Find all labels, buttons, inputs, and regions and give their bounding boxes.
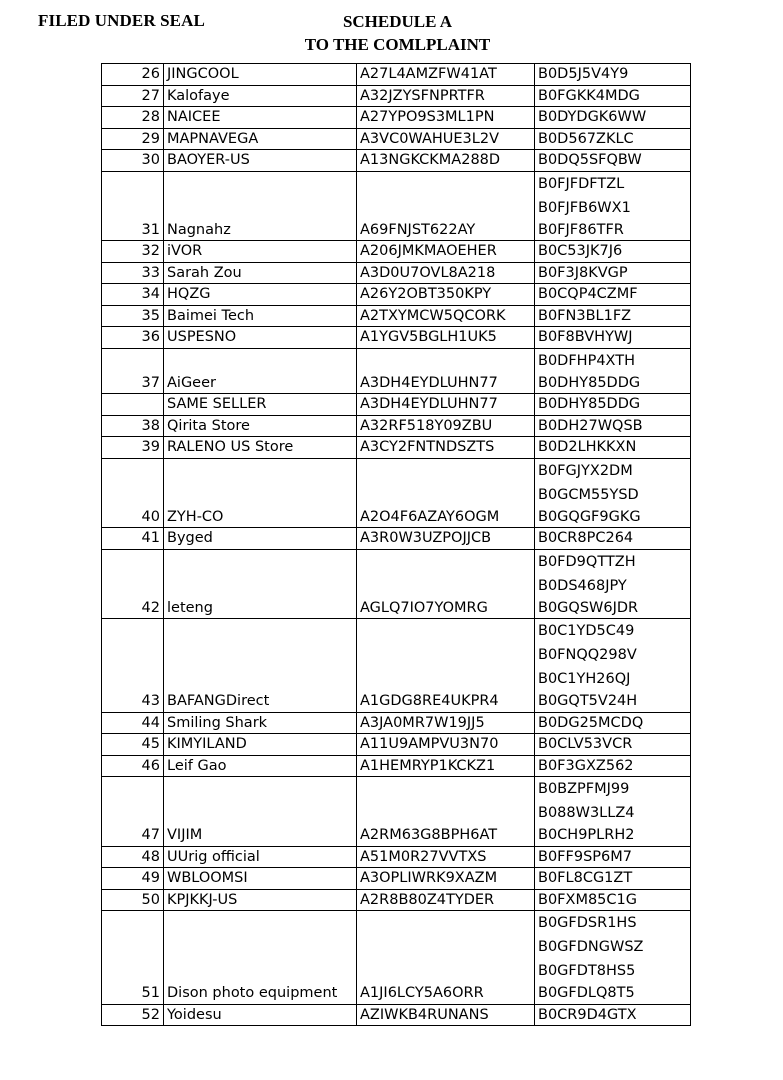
asin: B0FXM85C1G	[538, 891, 637, 908]
seller-id: A2RM63G8BPH6AT	[357, 777, 535, 847]
asin-cell	[535, 777, 691, 847]
seller-id: AZIWKB4RUNANS	[357, 1004, 535, 1026]
asin: B0GFDLQ8T5	[538, 985, 635, 1001]
asin: B0GFDNGWSZ	[538, 939, 644, 955]
asin: B0GFDT8HS5	[538, 963, 636, 979]
seller-name: Qirita Store	[164, 415, 357, 437]
row-number: 37	[102, 348, 164, 394]
seller-name: Nagnahz	[164, 171, 357, 241]
asin: B0FJF86TFR	[538, 221, 624, 238]
seller-name: VIJIM	[164, 777, 357, 847]
row-number: 48	[102, 846, 164, 868]
table-row	[102, 911, 691, 1005]
row-number: 32	[102, 241, 164, 263]
asin-cell	[535, 348, 691, 394]
table-row	[102, 327, 691, 349]
seller-name: Sarah Zou	[164, 262, 357, 284]
asin-cell	[535, 107, 691, 129]
row-number: 42	[102, 549, 164, 619]
row-number: 38	[102, 415, 164, 437]
asin: B0FF9SP6M7	[538, 848, 632, 865]
row-number: 39	[102, 437, 164, 459]
table-row	[102, 171, 691, 241]
asin: B088W3LLZ4	[538, 805, 635, 821]
document-title	[250, 10, 545, 56]
seller-id: A206JMKMAOEHER	[357, 241, 535, 263]
filed-under-seal-label: FILED UNDER SEAL	[38, 11, 205, 30]
row-number: 35	[102, 305, 164, 327]
asin: B0FGJYX2DM	[538, 462, 633, 479]
asin-cell	[535, 394, 691, 416]
asin: B0F8BVHYWJ	[538, 329, 633, 345]
row-number: 36	[102, 327, 164, 349]
seller-name: BAFANGDirect	[164, 619, 357, 713]
table-row	[102, 528, 691, 550]
table-row	[102, 348, 691, 394]
row-number: 31	[102, 171, 164, 241]
seller-id: A11U9AMPVU3N70	[357, 734, 535, 756]
row-number: 30	[102, 150, 164, 172]
asin: B0C1YH26QJ	[538, 671, 631, 687]
seller-name: UUrig official	[164, 846, 357, 868]
table-row	[102, 128, 691, 150]
asin: B0GQSW6JDR	[538, 599, 639, 616]
asin-cell	[535, 262, 691, 284]
seller-name: NAICEE	[164, 107, 357, 129]
asin: B0CR8PC264	[538, 530, 634, 546]
table-row	[102, 241, 691, 263]
table-row	[102, 777, 691, 847]
seller-name: SAME SELLER	[164, 394, 357, 416]
seller-id: A1HEMRYP1KCKZ1	[357, 755, 535, 777]
seller-id: AGLQ7IO7YOMRG	[357, 549, 535, 619]
seller-id: A3VC0WAHUE3L2V	[357, 128, 535, 150]
seller-id: A3DH4EYDLUHN77	[357, 394, 535, 416]
row-number: 52	[102, 1004, 164, 1026]
seller-name: Yoidesu	[164, 1004, 357, 1026]
table-row	[102, 458, 691, 528]
seller-id: A26Y2OBT350KPY	[357, 284, 535, 306]
title-line-2: TO THE COMLPLAINT	[304, 35, 491, 54]
seller-name: WBLOOMSI	[164, 868, 357, 890]
seller-id: A13NGKCKMA288D	[357, 150, 535, 172]
table-row	[102, 85, 691, 107]
row-number	[102, 394, 164, 416]
asin-cell	[535, 911, 691, 1005]
asin-cell	[535, 241, 691, 263]
asin: B0FL8CG1ZT	[538, 870, 633, 886]
row-number: 50	[102, 889, 164, 911]
seller-id: A1YGV5BGLH1UK5	[357, 327, 535, 349]
asin: B0GQT5V24H	[538, 693, 638, 709]
seller-name: Leif Gao	[164, 755, 357, 777]
asin: B0BZPFMJ99	[538, 781, 630, 797]
asin-cell	[535, 528, 691, 550]
seller-id: A32JZYSFNPRTFR	[357, 85, 535, 107]
asin-cell	[535, 437, 691, 459]
seller-id: A2O4F6AZAY6OGM	[357, 458, 535, 528]
asin-cell	[535, 712, 691, 734]
schedule-table	[101, 63, 691, 1026]
asin: B0GFDSR1HS	[538, 915, 637, 931]
row-number: 45	[102, 734, 164, 756]
row-number: 43	[102, 619, 164, 713]
asin: B0DG25MCDQ	[538, 714, 644, 731]
asin-cell	[535, 619, 691, 713]
seller-id: A69FNJST622AY	[357, 171, 535, 241]
asin-cell	[535, 85, 691, 107]
table-row	[102, 415, 691, 437]
row-number: 47	[102, 777, 164, 847]
asin: B0C1YD5C49	[538, 623, 635, 639]
asin: B0GQGF9GKG	[538, 508, 641, 525]
table-row	[102, 262, 691, 284]
asin-cell	[535, 128, 691, 150]
row-number: 29	[102, 128, 164, 150]
asin: B0DFHP4XTH	[538, 352, 635, 369]
asin: B0D567ZKLC	[538, 130, 634, 147]
seller-id: A3DH4EYDLUHN77	[357, 348, 535, 394]
seller-id: A51M0R27VVTXS	[357, 846, 535, 868]
table-row	[102, 107, 691, 129]
asin-cell	[535, 305, 691, 327]
seller-name: RALENO US Store	[164, 437, 357, 459]
seller-name: iVOR	[164, 241, 357, 263]
asin: B0DHY85DDG	[538, 374, 641, 391]
row-number: 44	[102, 712, 164, 734]
asin: B0FNQQ298V	[538, 647, 637, 663]
asin-cell	[535, 171, 691, 241]
table-row	[102, 64, 691, 86]
seller-name: JINGCOOL	[164, 64, 357, 86]
schedule-table-body	[102, 64, 691, 1026]
title-line-1: SCHEDULE A	[342, 12, 453, 31]
seller-name: leteng	[164, 549, 357, 619]
seller-id: A27L4AMZFW41AT	[357, 64, 535, 86]
seller-id: A1JI6LCY5A6ORR	[357, 911, 535, 1005]
asin: B0FJFDFTZL	[538, 175, 625, 192]
row-number: 40	[102, 458, 164, 528]
asin-cell	[535, 846, 691, 868]
table-row	[102, 394, 691, 416]
asin: B0F3GXZ562	[538, 757, 634, 774]
seller-id: A1GDG8RE4UKPR4	[357, 619, 535, 713]
asin: B0FJFB6WX1	[538, 199, 631, 216]
row-number: 49	[102, 868, 164, 890]
asin: B0DQ5SFQBW	[538, 152, 642, 168]
table-row	[102, 712, 691, 734]
table-row	[102, 755, 691, 777]
asin: B0GCM55YSD	[538, 486, 639, 503]
seller-name: KPJKKJ-US	[164, 889, 357, 911]
seller-name: HQZG	[164, 284, 357, 306]
asin: B0DH27WQSB	[538, 417, 643, 434]
asin: B0DHY85DDG	[538, 396, 641, 412]
seller-name: MAPNAVEGA	[164, 128, 357, 150]
row-number: 51	[102, 911, 164, 1005]
row-number: 27	[102, 85, 164, 107]
asin: B0FGKK4MDG	[538, 87, 640, 104]
asin: B0D5J5V4Y9	[538, 66, 629, 82]
table-row	[102, 734, 691, 756]
seller-name: Baimei Tech	[164, 305, 357, 327]
asin-cell	[535, 150, 691, 172]
asin: B0CQP4CZMF	[538, 286, 638, 302]
asin: B0CLV53VCR	[538, 736, 633, 752]
asin-cell	[535, 327, 691, 349]
asin-cell	[535, 734, 691, 756]
seller-id: A2R8B80Z4TYDER	[357, 889, 535, 911]
row-number: 41	[102, 528, 164, 550]
seller-id: A3R0W3UZPOJJCB	[357, 528, 535, 550]
asin: B0C53JK7J6	[538, 243, 623, 259]
asin-cell	[535, 1004, 691, 1026]
asin: B0DS468JPY	[538, 577, 627, 594]
asin-cell	[535, 64, 691, 86]
asin: B0D2LHKKXN	[538, 439, 637, 455]
table-row	[102, 868, 691, 890]
asin: B0CR9D4GTX	[538, 1006, 637, 1023]
seller-name: Dison photo equipment	[164, 911, 357, 1005]
asin-cell	[535, 889, 691, 911]
seller-id: A3CY2FNTNDSZTS	[357, 437, 535, 459]
seller-name: USPESNO	[164, 327, 357, 349]
asin: B0F3J8KVGP	[538, 264, 628, 281]
asin-cell	[535, 868, 691, 890]
table-row	[102, 1004, 691, 1026]
seller-id: A27YPO9S3ML1PN	[357, 107, 535, 129]
table-row	[102, 284, 691, 306]
seller-name: ZYH-CO	[164, 458, 357, 528]
table-row	[102, 549, 691, 619]
asin: B0CH9PLRH2	[538, 827, 635, 843]
seller-id: A32RF518Y09ZBU	[357, 415, 535, 437]
seller-name: Byged	[164, 528, 357, 550]
asin: B0FD9QTTZH	[538, 553, 636, 570]
seller-name: BAOYER-US	[164, 150, 357, 172]
row-number: 33	[102, 262, 164, 284]
table-row	[102, 437, 691, 459]
row-number: 26	[102, 64, 164, 86]
seller-name: AiGeer	[164, 348, 357, 394]
seller-id: A3D0U7OVL8A218	[357, 262, 535, 284]
seller-id: A2TXYMCW5QCORK	[357, 305, 535, 327]
row-number: 28	[102, 107, 164, 129]
seller-id: A3JA0MR7W19JJ5	[357, 712, 535, 734]
seller-id: A3OPLIWRK9XAZM	[357, 868, 535, 890]
asin: B0DYDGK6WW	[538, 109, 647, 125]
seller-name: Kalofaye	[164, 85, 357, 107]
asin-cell	[535, 284, 691, 306]
table-row	[102, 846, 691, 868]
table-row	[102, 150, 691, 172]
row-number: 34	[102, 284, 164, 306]
table-row	[102, 619, 691, 713]
asin-cell	[535, 415, 691, 437]
table-row	[102, 305, 691, 327]
asin-cell	[535, 549, 691, 619]
table-row	[102, 889, 691, 911]
asin-cell	[535, 458, 691, 528]
asin-cell	[535, 755, 691, 777]
asin: B0FN3BL1FZ	[538, 307, 632, 324]
seller-name: Smiling Shark	[164, 712, 357, 734]
seller-name: KIMYILAND	[164, 734, 357, 756]
row-number: 46	[102, 755, 164, 777]
